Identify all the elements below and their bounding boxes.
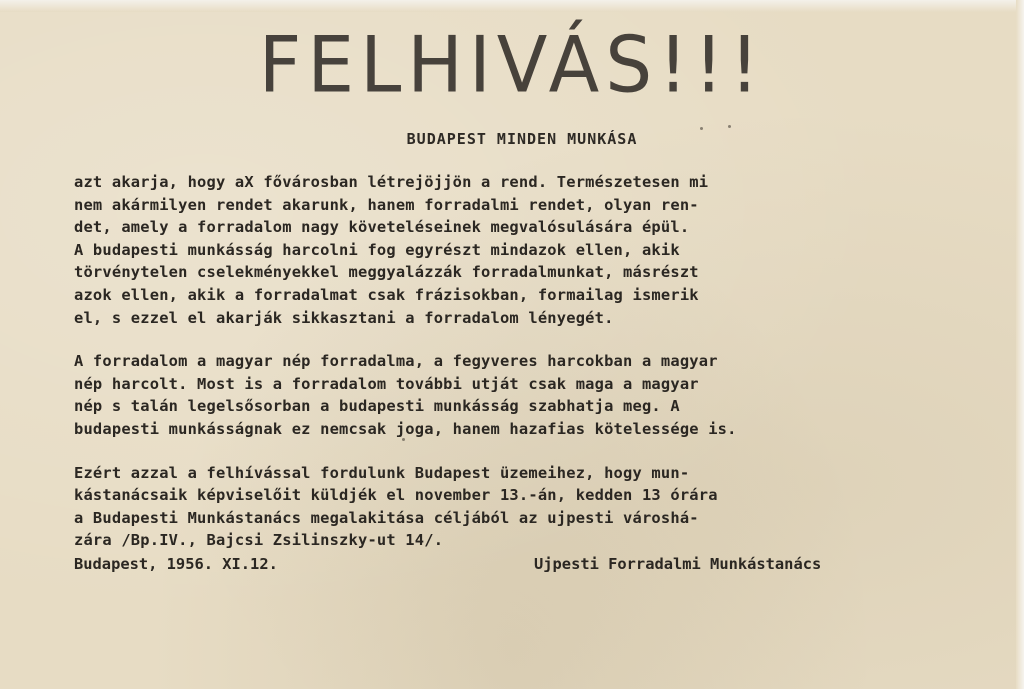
text-line: nem akármilyen rendet akarunk, hanem forradalmi rendet, olyan ren- — [74, 195, 699, 214]
place-date: Budapest, 1956. XI.12. — [74, 555, 278, 573]
signature: Ujpesti Forradalmi Munkástanács — [534, 555, 822, 573]
paper-top-edge — [0, 0, 1024, 12]
text-line: A forradalom a magyar nép forradalma, a fegyveres harcokban a magyar — [74, 352, 718, 371]
document-body — [74, 171, 954, 573]
paragraph-2 — [74, 350, 954, 440]
ink-speck — [402, 438, 405, 441]
text-line: azt akarja, hogy aX fővárosban létrejöjjön a rend. Természetesen mi — [74, 173, 709, 191]
ink-speck — [728, 125, 731, 128]
document-title: FELHIVÁS!!! — [258, 19, 766, 111]
text-line: det, amely a forradalom nagy követeléseinek megvalósulására épül. — [74, 218, 690, 237]
text-line: azok ellen, akik a forradalmat csak frázisokban, formailag ismerik — [74, 285, 699, 304]
paragraph-1 — [74, 171, 954, 329]
text-line: nép s talán legelsősorban a budapesti munkásság szabhatja meg. A — [74, 397, 680, 416]
text-line: zára /Bp.IV., Bajcsi Zsilinszky-ut 14/. — [74, 531, 444, 550]
text-line: törvénytelen cselekményekkel meggyalázzák forradalmunkat, másrészt — [74, 263, 699, 282]
text-line: budapesti munkásságnak ez nemcsak joga, hanem hazafias kötelessége is. — [74, 419, 737, 438]
document-subtitle: BUDAPEST MINDEN MUNKÁSA — [406, 130, 638, 148]
ink-speck — [700, 127, 703, 130]
text-line: el, s ezzel el akarják sikkasztani a forradalom lényegét. — [74, 308, 614, 327]
text-line: Ezért azzal a felhívással fordulunk Budapest üzemeihez, hogy mun- — [74, 463, 690, 482]
text-line: A budapesti munkásság harcolni fog egyrészt mindazok ellen, akik — [74, 240, 680, 259]
text-line: a Budapesti Munkástanács megalakitása céljából az ujpesti városhá- — [74, 508, 699, 527]
text-line: kástanácsaik képviselőit küldjék el november 13.-án, kedden 13 órára — [74, 486, 718, 505]
text-line: nép harcolt. Most is a forradalom további utját csak maga a magyar — [74, 374, 699, 393]
paragraph-3 — [74, 462, 954, 552]
